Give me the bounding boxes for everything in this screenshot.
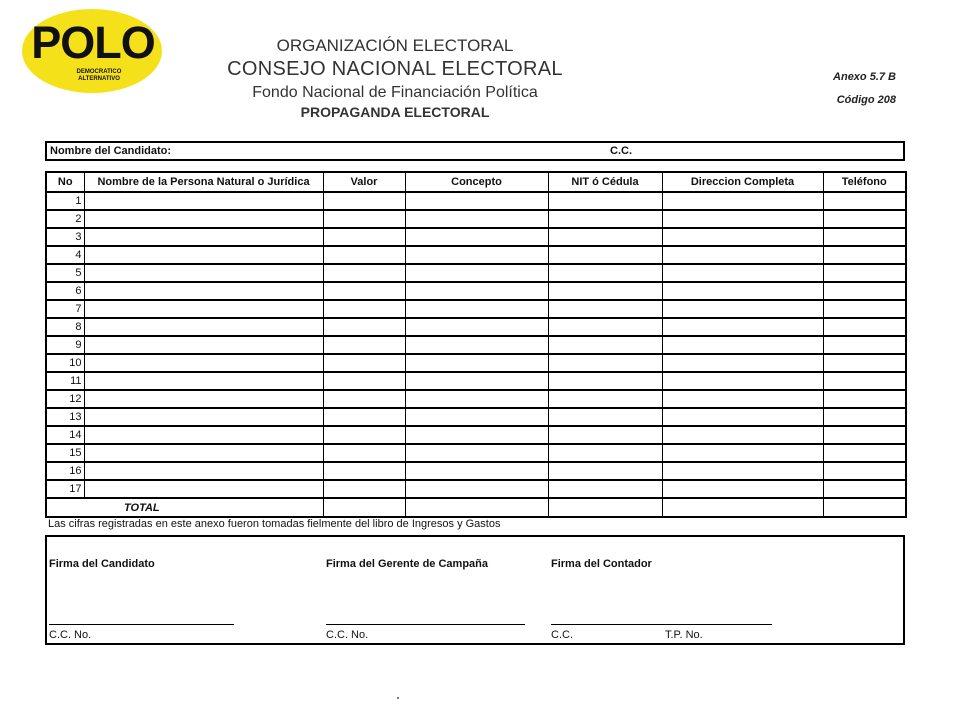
nombre-cell[interactable]	[84, 462, 323, 480]
direccion-cell[interactable]	[662, 336, 823, 354]
telefono-cell[interactable]	[823, 210, 906, 228]
table-row	[46, 480, 906, 498]
valor-cell[interactable]	[323, 372, 405, 390]
telefono-cell[interactable]	[823, 480, 906, 498]
total-nit-cell[interactable]	[548, 498, 662, 517]
total-label: TOTAL	[84, 498, 323, 517]
concepto-cell[interactable]	[405, 390, 548, 408]
valor-cell[interactable]	[323, 462, 405, 480]
table-row	[46, 390, 906, 408]
form-code: Código 208	[836, 94, 896, 106]
table-row	[46, 210, 906, 228]
accountant-signature-line[interactable]	[551, 624, 772, 625]
nombre-cell[interactable]	[84, 282, 323, 300]
concepto-cell[interactable]	[405, 480, 548, 498]
direccion-cell[interactable]	[662, 282, 823, 300]
telefono-cell[interactable]	[823, 192, 906, 210]
table-row	[46, 372, 906, 390]
concepto-cell[interactable]	[405, 354, 548, 372]
telefono-cell[interactable]	[823, 282, 906, 300]
nombre-cell[interactable]	[84, 444, 323, 462]
concepto-cell[interactable]	[405, 444, 548, 462]
nit-cell[interactable]	[548, 336, 662, 354]
row-number: 9	[46, 336, 84, 354]
nit-cell[interactable]	[548, 192, 662, 210]
row-number: 6	[46, 282, 84, 300]
telefono-cell[interactable]	[823, 246, 906, 264]
concepto-cell[interactable]	[405, 246, 548, 264]
column-header-concepto: Concepto	[405, 172, 548, 192]
row-number: 8	[46, 318, 84, 336]
nit-cell[interactable]	[548, 246, 662, 264]
table-row	[46, 426, 906, 444]
nombre-cell[interactable]	[84, 210, 323, 228]
direccion-cell[interactable]	[662, 192, 823, 210]
logo-subtitle-line1: DEMOCRATICO	[76, 69, 122, 75]
table-row	[46, 354, 906, 372]
column-header-no: No	[46, 172, 84, 192]
annex-info	[833, 66, 896, 112]
nit-cell[interactable]	[548, 300, 662, 318]
direccion-cell[interactable]	[662, 354, 823, 372]
header-organization: ORGANIZACIÓN ELECTORAL	[276, 36, 514, 55]
table-row	[46, 246, 906, 264]
manager-cc-label: C.C. No.	[326, 629, 369, 641]
direccion-cell[interactable]	[662, 210, 823, 228]
accountant-tp-label: T.P. No.	[665, 629, 703, 641]
logo-word: POLO	[31, 17, 155, 68]
nit-cell[interactable]	[548, 480, 662, 498]
annex-number: Anexo 5.7 B	[833, 71, 896, 83]
direccion-cell[interactable]	[662, 390, 823, 408]
row-number: 5	[46, 264, 84, 282]
valor-cell[interactable]	[323, 444, 405, 462]
table-header-row	[46, 172, 906, 192]
direccion-cell[interactable]	[662, 480, 823, 498]
telefono-cell[interactable]	[823, 462, 906, 480]
row-number: 11	[46, 372, 84, 390]
column-header-telefono: Teléfono	[823, 172, 906, 192]
header-fund: Fondo Nacional de Financiación Política	[252, 84, 538, 101]
valor-cell[interactable]	[323, 264, 405, 282]
column-header-valor: Valor	[323, 172, 405, 192]
nit-cell[interactable]	[548, 408, 662, 426]
accountant-cc-label: C.C.	[551, 629, 573, 641]
table-body	[46, 192, 906, 517]
table-row	[46, 318, 906, 336]
total-valor-cell[interactable]	[323, 498, 405, 517]
telefono-cell[interactable]	[823, 336, 906, 354]
row-number: 3	[46, 228, 84, 246]
telefono-cell[interactable]	[823, 228, 906, 246]
direccion-cell[interactable]	[662, 318, 823, 336]
table-row	[46, 444, 906, 462]
total-blank-cell	[46, 498, 84, 517]
valor-cell[interactable]	[323, 480, 405, 498]
nit-cell[interactable]	[548, 372, 662, 390]
candidate-signature-line[interactable]	[49, 624, 234, 625]
total-telefono-cell[interactable]	[823, 498, 906, 517]
nit-cell[interactable]	[548, 228, 662, 246]
expenses-table	[45, 171, 907, 518]
valor-cell[interactable]	[323, 282, 405, 300]
concepto-cell[interactable]	[405, 300, 548, 318]
candidate-cc-label: C.C. No.	[49, 629, 92, 641]
concepto-cell[interactable]	[405, 210, 548, 228]
concepto-cell[interactable]	[405, 336, 548, 354]
telefono-cell[interactable]	[823, 264, 906, 282]
header-form-title: PROPAGANDA ELECTORAL	[300, 104, 490, 120]
header-council: CONSEJO NACIONAL ELECTORAL	[227, 58, 563, 80]
nombre-cell[interactable]	[84, 426, 323, 444]
direccion-cell[interactable]	[662, 462, 823, 480]
table-row	[46, 228, 906, 246]
row-number: 10	[46, 354, 84, 372]
valor-cell[interactable]	[323, 318, 405, 336]
table-row	[46, 300, 906, 318]
concepto-cell[interactable]	[405, 426, 548, 444]
direccion-cell[interactable]	[662, 246, 823, 264]
row-number: 12	[46, 390, 84, 408]
total-row	[46, 498, 906, 517]
nombre-cell[interactable]	[84, 408, 323, 426]
column-header-nit: NIT ó Cédula	[548, 172, 662, 192]
total-direccion-cell[interactable]	[662, 498, 823, 517]
direccion-cell[interactable]	[662, 264, 823, 282]
valor-cell[interactable]	[323, 354, 405, 372]
valor-cell[interactable]	[323, 408, 405, 426]
valor-cell[interactable]	[323, 426, 405, 444]
row-number: 17	[46, 480, 84, 498]
row-number: 16	[46, 462, 84, 480]
valor-cell[interactable]	[323, 246, 405, 264]
candidate-box	[45, 141, 905, 161]
nit-cell[interactable]	[548, 354, 662, 372]
table-row	[46, 264, 906, 282]
concepto-cell[interactable]	[405, 192, 548, 210]
nombre-cell[interactable]	[84, 372, 323, 390]
nombre-cell[interactable]	[84, 318, 323, 336]
telefono-cell[interactable]	[823, 444, 906, 462]
nombre-cell[interactable]	[84, 354, 323, 372]
nit-cell[interactable]	[548, 210, 662, 228]
table-row	[46, 462, 906, 480]
direccion-cell[interactable]	[662, 372, 823, 390]
direccion-cell[interactable]	[662, 300, 823, 318]
row-number: 4	[46, 246, 84, 264]
concepto-cell[interactable]	[405, 462, 548, 480]
valor-cell[interactable]	[323, 336, 405, 354]
nombre-cell[interactable]	[84, 228, 323, 246]
valor-cell[interactable]	[323, 300, 405, 318]
nit-cell[interactable]	[548, 318, 662, 336]
valor-cell[interactable]	[323, 390, 405, 408]
page-dot	[397, 697, 399, 699]
nit-cell[interactable]	[548, 390, 662, 408]
table-row	[46, 408, 906, 426]
manager-signature-line[interactable]	[326, 624, 525, 625]
telefono-cell[interactable]	[823, 408, 906, 426]
nombre-cell[interactable]	[84, 192, 323, 210]
table-row	[46, 192, 906, 210]
table-row	[46, 336, 906, 354]
accountant-signature-title: Firma del Contador	[551, 558, 652, 570]
concepto-cell[interactable]	[405, 264, 548, 282]
valor-cell[interactable]	[323, 210, 405, 228]
nombre-cell[interactable]	[84, 480, 323, 498]
telefono-cell[interactable]	[823, 300, 906, 318]
nombre-cell[interactable]	[84, 300, 323, 318]
concepto-cell[interactable]	[405, 282, 548, 300]
valor-cell[interactable]	[323, 192, 405, 210]
manager-signature-title: Firma del Gerente de Campaña	[326, 558, 488, 570]
direccion-cell[interactable]	[662, 408, 823, 426]
telefono-cell[interactable]	[823, 318, 906, 336]
telefono-cell[interactable]	[823, 390, 906, 408]
nit-cell[interactable]	[548, 462, 662, 480]
candidate-cc-label: C.C.	[610, 145, 632, 157]
candidate-name-label: Nombre del Candidato:	[50, 145, 172, 157]
nombre-cell[interactable]	[84, 264, 323, 282]
column-header-nombre: Nombre de la Persona Natural o Jurídica	[84, 172, 323, 192]
row-number: 2	[46, 210, 84, 228]
nombre-cell[interactable]	[84, 336, 323, 354]
logo-subtitle-line2: ALTERNATIVO	[78, 76, 120, 82]
telefono-cell[interactable]	[823, 354, 906, 372]
nit-cell[interactable]	[548, 444, 662, 462]
telefono-cell[interactable]	[823, 426, 906, 444]
row-number: 1	[46, 192, 84, 210]
telefono-cell[interactable]	[823, 372, 906, 390]
signature-box	[45, 535, 905, 645]
row-number: 14	[46, 426, 84, 444]
column-header-direccion: Direccion Completa	[662, 172, 823, 192]
candidate-signature-title: Firma del Candidato	[49, 558, 155, 570]
row-number: 15	[46, 444, 84, 462]
ledger-note: Las cifras registradas en este anexo fueron tomadas fielmente del libro de Ingresos y Gastos	[48, 518, 501, 530]
concepto-cell[interactable]	[405, 372, 548, 390]
direccion-cell[interactable]	[662, 228, 823, 246]
nit-cell[interactable]	[548, 282, 662, 300]
valor-cell[interactable]	[323, 228, 405, 246]
table-row	[46, 282, 906, 300]
concepto-cell[interactable]	[405, 228, 548, 246]
total-concepto-cell[interactable]	[405, 498, 548, 517]
direccion-cell[interactable]	[662, 426, 823, 444]
nombre-cell[interactable]	[84, 390, 323, 408]
row-number: 13	[46, 408, 84, 426]
direccion-cell[interactable]	[662, 444, 823, 462]
nombre-cell[interactable]	[84, 246, 323, 264]
concepto-cell[interactable]	[405, 318, 548, 336]
row-number: 7	[46, 300, 84, 318]
nit-cell[interactable]	[548, 264, 662, 282]
concepto-cell[interactable]	[405, 408, 548, 426]
nit-cell[interactable]	[548, 426, 662, 444]
